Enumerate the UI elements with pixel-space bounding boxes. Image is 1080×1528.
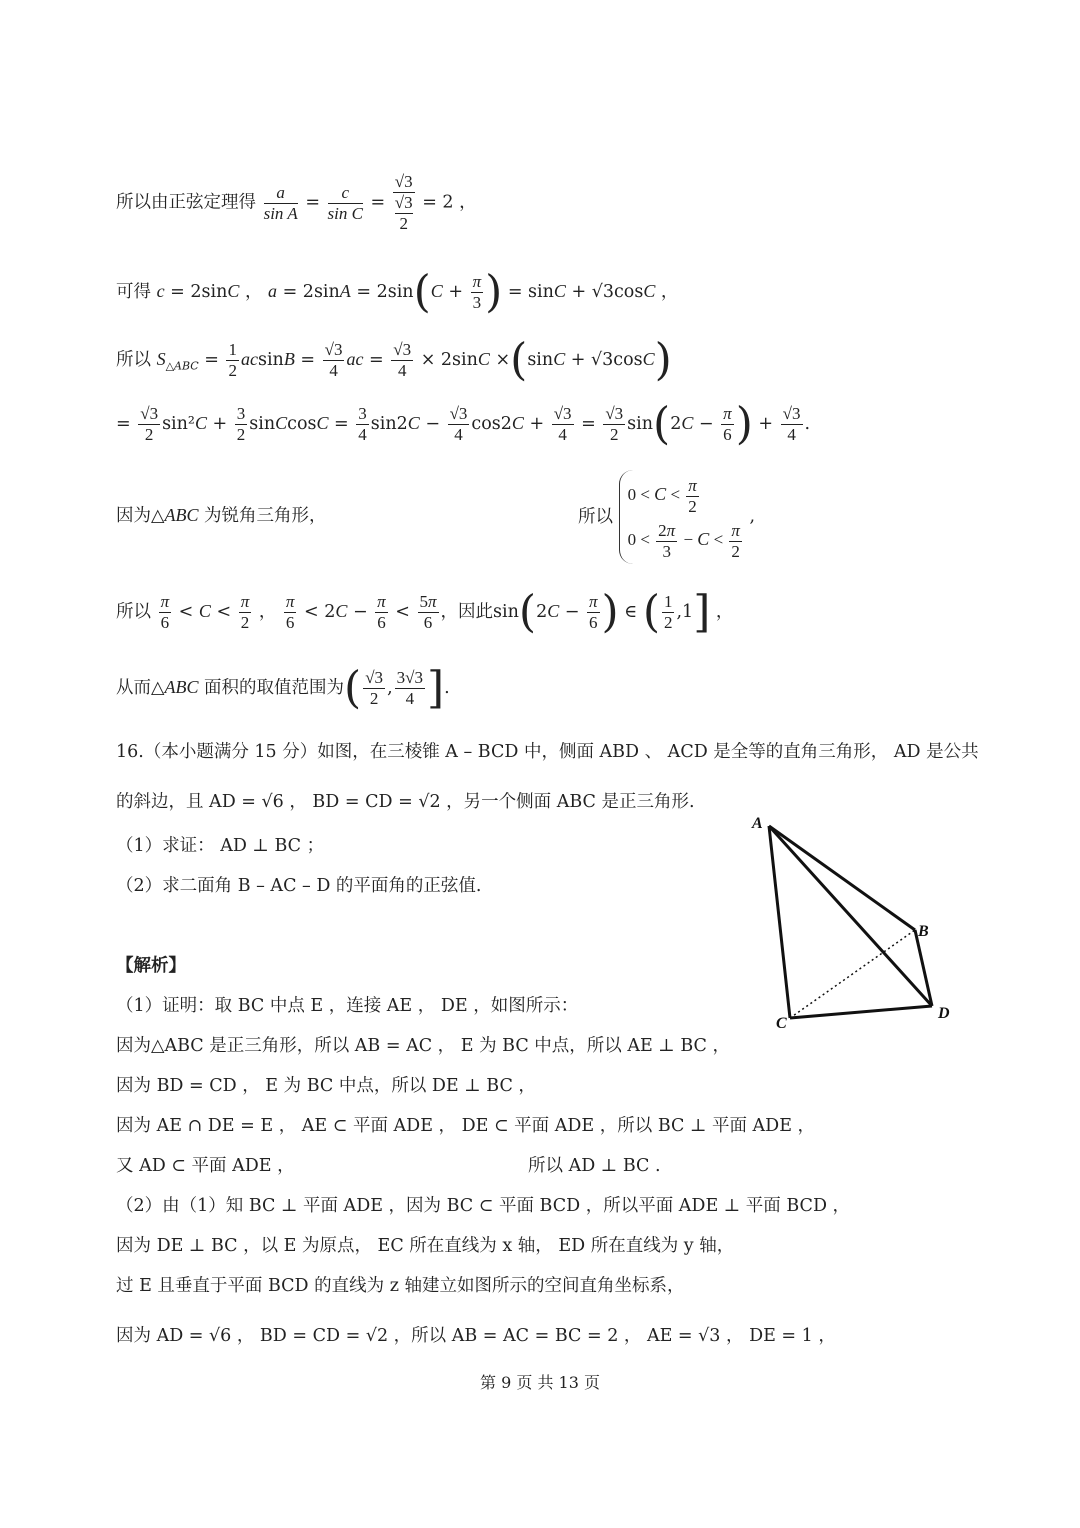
text: 所以 <box>116 350 151 370</box>
label-d: D <box>938 1005 950 1022</box>
solution-step-6: （2）由（1）知 BC ⊥ 平面 ADE ，因为 BC ⊂ 平面 BCD ，所以平面 ADE ⊥ 平面 BCD ， <box>116 1196 851 1216</box>
edge-ab <box>769 826 915 930</box>
edge-ad <box>769 826 932 1006</box>
solution-step-5b: 所以 AD ⊥ BC . <box>528 1156 661 1176</box>
edge-cd <box>790 1006 932 1018</box>
solution-line-acute: 因为△ABC 为锐角三角形， <box>116 505 327 526</box>
label-a: A <box>752 815 763 832</box>
question-16-part1: （1）求证： AD ⊥ BC ； <box>116 836 325 856</box>
text: 所以 <box>116 602 151 622</box>
tetrahedron-figure <box>740 808 960 1038</box>
solution-step-3: 因为 BD = CD ， E 为 BC 中点，所以 DE ⊥ BC ， <box>116 1076 536 1096</box>
edge-ac <box>769 826 790 1018</box>
label-c: C <box>776 1015 787 1032</box>
solution-line-c-a: 可得 c = 2sinC ， a = 2sinA = 2sin(C + $\frac{\pi}{3}$ ) = sinC + √3cosC ， <box>116 266 679 318</box>
solution-step-1: （1）证明：取 BC 中点 E ，连接 AE ， DE ，如图所示： <box>116 996 579 1016</box>
text: 面积的取值范围为 <box>204 678 345 698</box>
solution-line-area: 所以 $S_{\triangle ABC}$ = $\frac{1}{2}$ acsinB = $\frac{√3}{4}$ ac = $\frac{√3}{4}$ × 2sinC ×(sinC + √3cosC) <box>116 334 672 386</box>
question-16-line1: 16.（本小题满分 15 分）如图，在三棱锥 A – BCD 中，侧面 ABD 、 ACD 是全等的直角三角形， AD 是公共 <box>116 742 979 762</box>
solution-step-2: 因为△ABC 是正三角形，所以 AB = AC ， E 为 BC 中点，所以 AE ⊥ BC ， <box>116 1036 730 1056</box>
question-16-line2: 的斜边，且 AD = √6 ， BD = CD = √2 ，另一个侧面 ABC 是正三角形. <box>116 792 695 812</box>
text: 为锐角三角形， <box>204 506 327 526</box>
solution-line-sine-law: 所以由正弦定理得 $\frac{a}{\text{sin A}}$ = $\frac{c}{\text{sin C}}$ = √3 √3 2 = 2 ， <box>116 172 477 233</box>
text: 从而 <box>116 678 151 698</box>
text: 所以由正弦定理得 <box>116 192 256 213</box>
solution-step-7: 因为 DE ⊥ BC ，以 E 为原点， EC 所在直线为 x 轴， ED 所在直线为 y 轴， <box>116 1236 735 1256</box>
solution-line-range: 所以 $\frac{\pi}{6}$ < C < $\frac{\pi}{2}$ ， $\frac{\pi}{6}$ < 2C − $\frac{\pi}{6}$ < $\frac{5\pi}{6}$ ，因此sin(2C − $\frac{\pi}{6}$ ) ∈ ( $\frac{1}{2}$ ,1] ， <box>116 586 734 638</box>
page-footer: 第 9 页 共 13 页 <box>480 1373 600 1392</box>
text: 可得 <box>116 282 151 302</box>
solution-step-9: 因为 AD = √6 ， BD = CD = √2 ，所以 AB = AC = BC = 2 ， AE = √3 ， DE = 1 ， <box>116 1326 836 1346</box>
solution-line-conclusion: 从而△ABC 面积的取值范围为( $\frac{√3}{2}$ , $\frac{3√3}{4}$ ]. <box>116 662 450 714</box>
text: 因为 <box>116 506 151 526</box>
edge-bc-hidden <box>790 930 915 1018</box>
text: 所以 <box>578 507 613 527</box>
solution-step-8: 过 E 且垂直于平面 BCD 的直线为 z 轴建立如图所示的空间直角坐标系， <box>116 1276 685 1296</box>
label-b: B <box>918 923 929 940</box>
solution-line-simplify: = $\frac{√3}{2}$ sin²C + $\frac{3}{2}$ sinCcosC = $\frac{3}{4}$ sin2C − $\frac{√3}{4}$ cos2C + $\frac{√3}{4}$ = $\frac{√3}{2}$ sin(2C − $\frac{\pi}{6}$ ) + $\frac{√3}{4}$ . <box>116 398 811 450</box>
text: ，因此 <box>440 602 494 622</box>
analysis-title: 【解析】 <box>116 956 186 976</box>
solution-line-system: 所以 0 < C < $\frac{\pi}{2}$ 0 < $\frac{2\pi}{3}$ − C < $\frac{\pi}{2}$ , <box>578 470 755 564</box>
solution-step-5a: 又 AD ⊂ 平面 ADE ， <box>116 1156 295 1176</box>
solution-step-4: 因为 AE ∩ DE = E ， AE ⊂ 平面 ADE ， DE ⊂ 平面 ADE ，所以 BC ⊥ 平面 ADE ， <box>116 1116 816 1136</box>
question-16-part2: （2）求二面角 B – AC – D 的平面角的正弦值. <box>116 876 482 896</box>
